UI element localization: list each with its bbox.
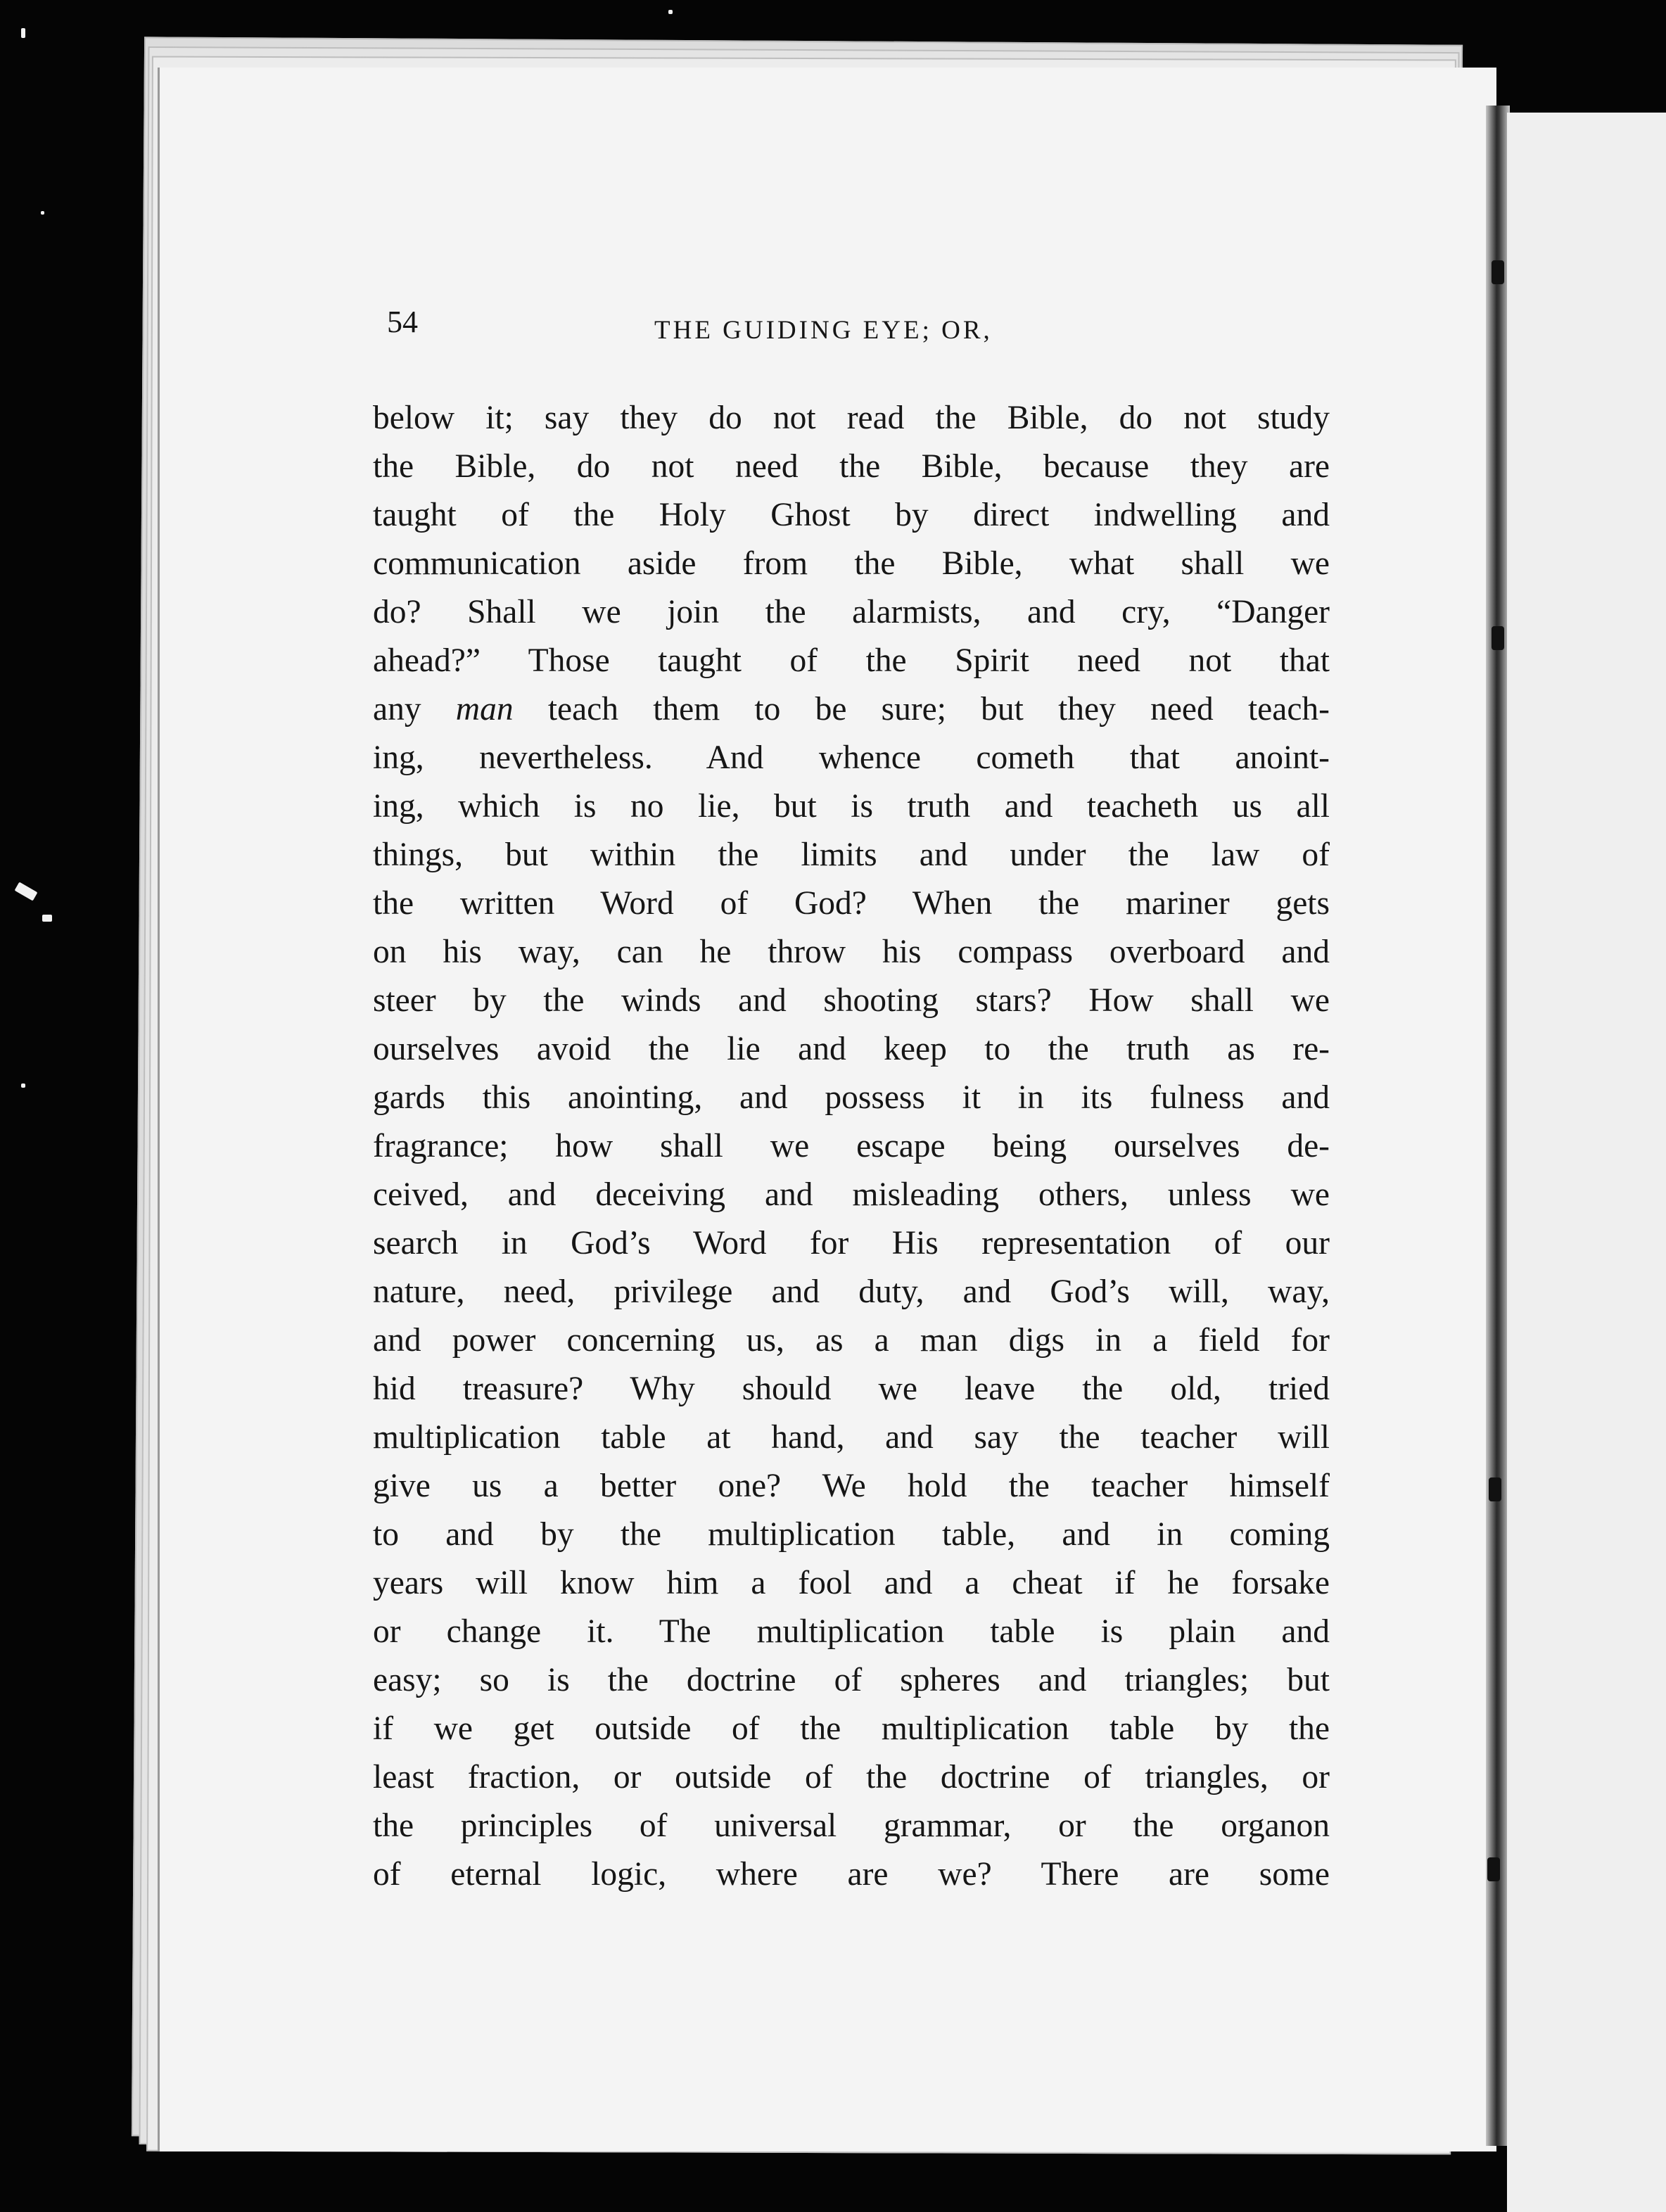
scan-speck: [21, 28, 25, 38]
text-line: [373, 1753, 1330, 1802]
text-line: [373, 1171, 1330, 1219]
text-run: gards this anointing, and possess it in its fulness and: [373, 1079, 1330, 1116]
text-line: [373, 588, 1330, 637]
running-head: THE GUIDING EYE; OR,: [654, 316, 993, 345]
text-run: any: [373, 691, 456, 727]
text-line: [373, 879, 1330, 928]
text-run: easy; so is the doctrine of spheres and triangles; but: [373, 1662, 1330, 1698]
text-line: [373, 1025, 1330, 1074]
text-run: or change it. The multiplication table is plain and: [373, 1613, 1330, 1650]
text-line: [373, 394, 1330, 443]
text-line: [373, 1413, 1330, 1462]
page-number: 54: [387, 305, 418, 339]
text-line: [373, 1074, 1330, 1122]
text-line: [373, 831, 1330, 879]
text-run: nature, need, privilege and duty, and God’s will, way,: [373, 1273, 1330, 1310]
text-line: [373, 1608, 1330, 1656]
text-run: the principles of universal grammar, or the organon: [373, 1807, 1330, 1844]
body-text: [373, 394, 1330, 1899]
text-run: to and by the multiplication table, and in coming: [373, 1516, 1330, 1553]
text-line: [373, 928, 1330, 977]
italic-run: man: [455, 691, 514, 727]
scan-speck: [15, 882, 38, 901]
text-run: if we get outside of the multiplication table by the: [373, 1710, 1330, 1747]
text-run: of eternal logic, where are we? There are some: [373, 1856, 1330, 1893]
text-run: give us a better one? We hold the teacher himself: [373, 1468, 1330, 1504]
text-line: [373, 1559, 1330, 1608]
text-line: [373, 1850, 1330, 1899]
text-run: and power concerning us, as a man digs in a field for: [373, 1322, 1330, 1359]
text-line: [373, 637, 1330, 685]
text-line: [373, 1705, 1330, 1753]
book-gutter: [1486, 106, 1510, 2146]
text-run: ing, which is no lie, but is truth and teacheth us all: [373, 788, 1330, 825]
scan-speck: [668, 10, 673, 14]
text-run: taught of the Holy Ghost by direct indwelling and: [373, 497, 1330, 533]
text-line: [373, 540, 1330, 588]
text-line: [373, 1511, 1330, 1559]
text-run: do? Shall we join the alarmists, and cry, “Danger: [373, 594, 1330, 630]
text-line: [373, 1122, 1330, 1171]
text-run: ourselves avoid the lie and keep to the truth as re-: [373, 1031, 1330, 1067]
text-run: steer by the winds and shooting stars? How shall we: [373, 982, 1330, 1019]
binding-stitch: [1492, 626, 1504, 650]
text-line: [373, 685, 1330, 734]
text-run: multiplication table at hand, and say the teacher will: [373, 1419, 1330, 1456]
scan-speck: [42, 915, 52, 922]
text-line: [373, 1316, 1330, 1365]
text-line: [373, 1365, 1330, 1413]
scan-speck: [21, 1083, 25, 1088]
text-run: ing, nevertheless. And whence cometh that anoint-: [373, 739, 1330, 776]
text-run: the Bible, do not need the Bible, because they are: [373, 448, 1330, 485]
binding-stitch: [1487, 1857, 1500, 1881]
facing-page: [1507, 113, 1666, 2212]
text-run: things, but within the limits and under the law of: [373, 837, 1330, 873]
text-run: ceived, and deceiving and misleading others, unless we: [373, 1176, 1330, 1213]
text-line: [373, 1219, 1330, 1268]
text-line: [373, 1462, 1330, 1511]
text-run: fragrance; how shall we escape being ourselves de-: [373, 1128, 1330, 1164]
text-run: hid treasure? Why should we leave the old, tried: [373, 1371, 1330, 1407]
scan-speck: [41, 211, 44, 215]
text-run: the written Word of God? When the mariner gets: [373, 885, 1330, 922]
text-run: on his way, can he throw his compass overboard and: [373, 934, 1330, 970]
text-line: [373, 1268, 1330, 1316]
text-line: [373, 1656, 1330, 1705]
text-line: [373, 782, 1330, 831]
text-line: [373, 977, 1330, 1025]
binding-stitch: [1492, 260, 1504, 284]
text-run: least fraction, or outside of the doctrine of triangles, or: [373, 1759, 1330, 1795]
text-run: ahead?” Those taught of the Spirit need not that: [373, 642, 1330, 679]
text-run: search in God’s Word for His representation of our: [373, 1225, 1330, 1261]
text-run: teach them to be sure; but they need teach-: [513, 691, 1330, 727]
text-run: communication aside from the Bible, what shall we: [373, 545, 1330, 582]
text-line: [373, 734, 1330, 782]
text-line: [373, 491, 1330, 540]
text-line: [373, 443, 1330, 491]
binding-stitch: [1489, 1477, 1501, 1501]
text-line: [373, 1802, 1330, 1850]
text-run: below it; say they do not read the Bible, do not study: [373, 400, 1330, 436]
text-run: years will know him a fool and a cheat if he forsake: [373, 1565, 1330, 1601]
